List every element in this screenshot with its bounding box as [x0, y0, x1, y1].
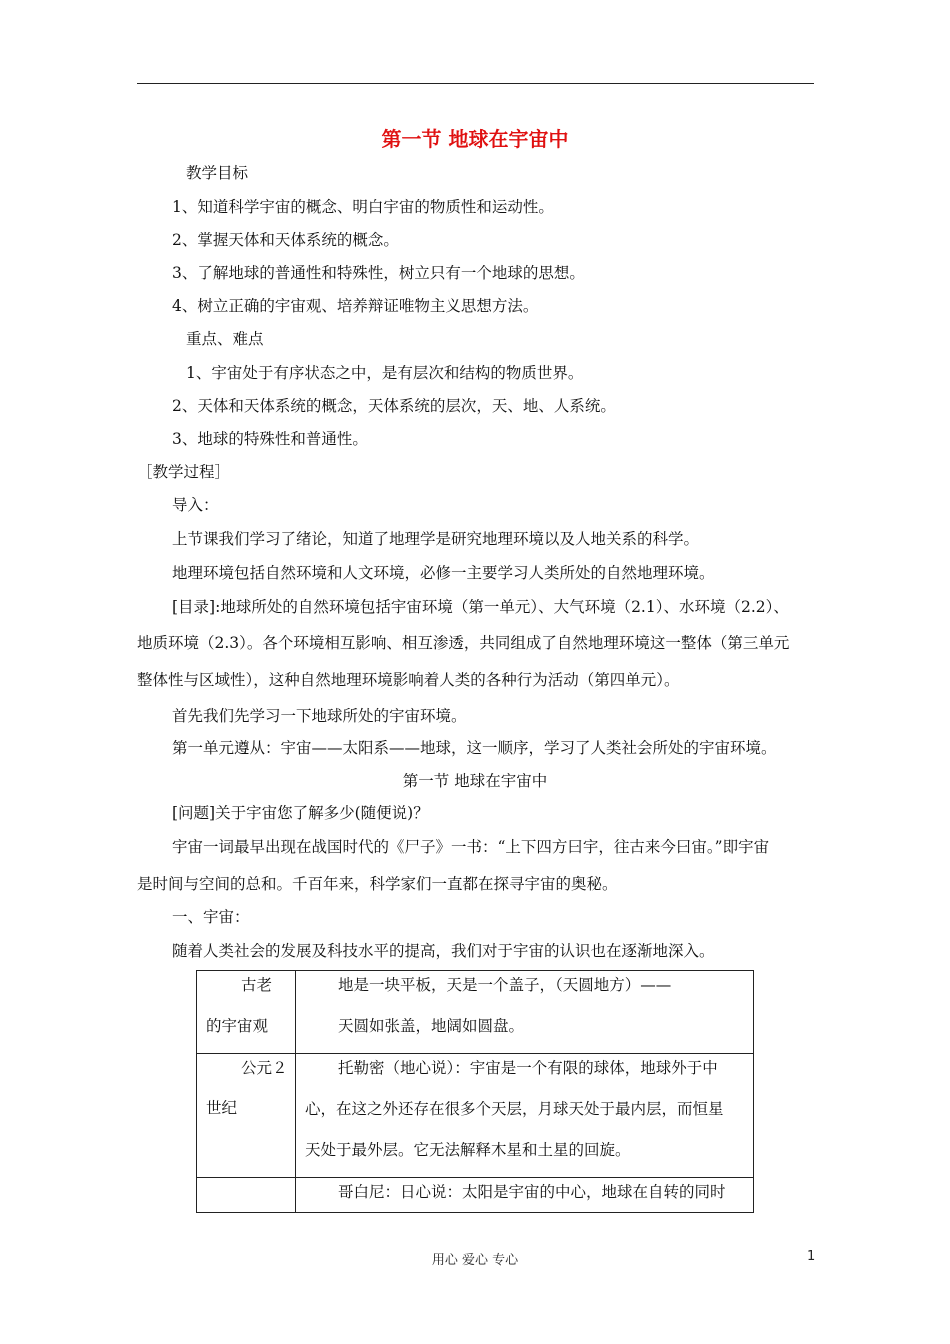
description-text: 天处于最外层。它无法解释木星和土星的回旋。	[305, 1141, 631, 1159]
description-text: 地是一块平板，天是一个盖子，（天圆地方）——	[338, 976, 672, 994]
era-text: 公元２	[241, 1059, 288, 1077]
goal-item: 2、掌握天体和天体系统的概念。	[172, 231, 399, 249]
paragraph: 上节课我们学习了绪论，知道了地理学是研究地理环境以及人地关系的科学。	[172, 530, 700, 548]
paragraph: 首先我们先学习一下地球所处的宇宙环境。	[172, 707, 467, 725]
paragraph-line: 宇宙一词最早出现在战国时代的《尸子》一书：“上下四方曰宇，往古来今曰宙。”即宇宙	[172, 838, 770, 856]
cosmology-table	[196, 970, 754, 1213]
table-row	[197, 1054, 754, 1178]
page-title: 第一节 地球在宇宙中	[381, 127, 569, 151]
question: [问题]关于宇宙您了解多少(随便说)？	[172, 804, 429, 822]
keypoint-item: 2、天体和天体系统的概念，天体系统的层次，天、地、人系统。	[172, 397, 616, 415]
era-text: 世纪	[206, 1099, 238, 1117]
description-cell	[296, 1054, 754, 1178]
paragraph: 随着人类社会的发展及科技水平的提高，我们对于宇宙的认识也在逐渐地深入。	[172, 942, 715, 960]
goals-heading: 教学目标	[186, 164, 249, 182]
keypoints-heading: 重点、难点	[186, 330, 264, 348]
paragraph-line: [目录]:地球所处的自然环境包括宇宙环境（第一单元）、大气环境（2.1）、水环境（2.2）、	[172, 598, 789, 616]
paragraph: 地理环境包括自然环境和人文环境，必修一主要学习人类所处的自然地理环境。	[172, 564, 715, 582]
section-heading: 一、宇宙：	[172, 908, 250, 926]
keypoint-item: 3、地球的特殊性和普通性。	[172, 430, 368, 448]
header-rule	[137, 83, 814, 84]
table-row	[197, 971, 754, 1054]
goal-item: 4、树立正确的宇宙观、培养辩证唯物主义思想方法。	[172, 297, 539, 315]
description-text: 托勒密（地心说）：宇宙是一个有限的球体，地球外于中	[338, 1059, 718, 1077]
era-cell	[197, 971, 296, 1054]
description-text: 天圆如张盖，地阔如圆盘。	[338, 1017, 525, 1035]
goal-item: 3、了解地球的普通性和特殊性，树立只有一个地球的思想。	[172, 264, 585, 282]
process-heading: ［教学过程］	[137, 463, 231, 481]
intro-label: 导入：	[172, 496, 219, 514]
paragraph: 第一单元遵从：宇宙——太阳系——地球，这一顺序，学习了人类社会所处的宇宙环境。	[172, 739, 777, 757]
table-row	[197, 1178, 754, 1213]
era-text: 古老	[241, 976, 273, 994]
goal-item: 1、知道科学宇宙的概念、明白宇宙的物质性和运动性。	[172, 198, 554, 216]
page-number: 1	[807, 1249, 816, 1264]
keypoint-item: 1、宇宙处于有序状态之中，是有层次和结构的物质世界。	[186, 364, 584, 382]
description-text: 心，在这之外还存在很多个天层，月球天处于最内层，而恒星	[305, 1100, 724, 1118]
page-footer: 用心 爱心 专心	[431, 1253, 519, 1268]
paragraph-line: 地质环境（2.3）。各个环境相互影响、相互渗透，共同组成了自然地理环境这一整体（第三单元	[137, 634, 790, 652]
description-text: 哥白尼：日心说：太阳是宇宙的中心，地球在自转的同时	[338, 1183, 726, 1201]
description-cell	[296, 971, 754, 1054]
era-cell	[197, 1054, 296, 1178]
description-cell	[296, 1178, 754, 1213]
era-cell	[197, 1178, 296, 1213]
paragraph-line: 整体性与区域性），这种自然地理环境影响着人类的各种行为活动（第四单元）。	[137, 671, 680, 689]
section-subtitle: 第一节 地球在宇宙中	[402, 772, 548, 790]
paragraph-line: 是时间与空间的总和。千百年来，科学家们一直都在探寻宇宙的奥秘。	[137, 875, 618, 893]
era-text: 的宇宙观	[206, 1017, 269, 1035]
